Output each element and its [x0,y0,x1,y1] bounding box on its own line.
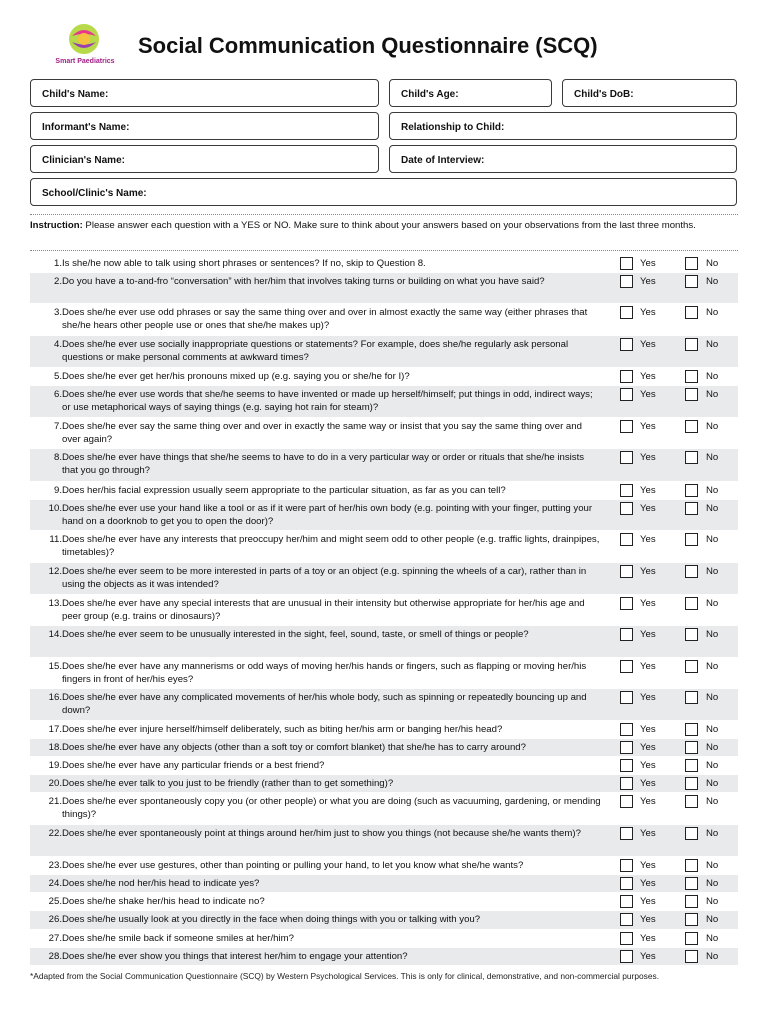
question-row [30,531,738,562]
question-row [30,930,738,947]
no-checkbox[interactable] [685,950,698,963]
no-label: No [706,258,719,269]
question-text: Does she/he ever show you things that interest her/him to engage your attention? [62,951,408,962]
no-label: No [706,933,719,944]
question-text: Does she/he ever have any objects (other than a soft toy or comfort blanket) that she/he has to carry around? [62,742,526,753]
yes-label: Yes [640,503,656,514]
yes-label: Yes [640,307,656,318]
instruction [30,219,730,232]
question-row [30,626,738,657]
divider-top [30,214,738,215]
yes-label: Yes [640,534,656,545]
yes-checkbox[interactable] [620,533,633,546]
logo-mark-icon [66,22,102,56]
yes-checkbox[interactable] [620,597,633,610]
question-text: Does she/he ever use socially inappropriate questions or statements? For example, does she/he regularly ask personal questions or make personal comments at awkward times? [62,339,569,363]
question-text: Does she/he ever use your hand like a tool or as if it were part of her/his own body (e.g. pointing with your finger, putting your hand on a doorknob to get you to open the door)? [62,503,593,527]
instruction-label: Instruction: [30,220,83,231]
question-row [30,418,738,448]
school-clinic-label: School/Clinic's Name: [42,188,147,199]
question-text: Does she/he nod her/his head to indicate yes? [62,878,260,889]
question-number: 15. [48,661,62,672]
question-text: Do you have a to-and-fro “conversation” with her/him that involves taking turns or building on what you have said? [62,276,545,287]
no-checkbox[interactable] [685,859,698,872]
yes-checkbox[interactable] [620,691,633,704]
yes-label: Yes [640,778,656,789]
question-row [30,893,738,910]
question-text: Does she/he ever spontaneously copy you (or other people) or what you are doing (such as vacuuming, gardening, or mending things)? [62,796,601,820]
no-label: No [706,914,719,925]
question-text: Is she/he now able to talk using short phrases or sentences? If no, skip to Question 8. [62,258,426,269]
question-row [30,658,738,688]
question-text: Does her/his facial expression usually seem appropriate to the particular situation, as far as you can tell? [62,485,506,496]
yes-label: Yes [640,933,656,944]
child-age-label: Child's Age: [401,89,459,100]
question-row [30,273,738,303]
relationship-field[interactable] [389,112,737,140]
question-number: 6. [53,389,62,400]
no-checkbox[interactable] [685,484,698,497]
relationship-label: Relationship to Child: [401,122,505,133]
question-row [30,563,738,594]
question-text: Does she/he ever spontaneously point at things around her/him just to show you things (not because she/he wants them)? [62,828,581,839]
clinician-name-field[interactable] [30,145,379,173]
question-row [30,255,738,272]
question-row [30,825,738,856]
yes-checkbox[interactable] [620,388,633,401]
yes-checkbox[interactable] [620,759,633,772]
question-number: 25. [48,896,62,907]
no-label: No [706,566,719,577]
question-row [30,449,738,481]
no-label: No [706,629,719,640]
yes-label: Yes [640,629,656,640]
question-text: Does she/he ever have any special interests that are unusual in their intensity but otherwise appropriate for her/his age and peer group (e.g. trains or dinosaurs)? [62,598,585,622]
no-checkbox[interactable] [685,451,698,464]
question-row [30,336,738,367]
question-row [30,875,738,892]
no-checkbox[interactable] [685,777,698,790]
yes-label: Yes [640,276,656,287]
question-text: Does she/he ever have any complicated movements of her/his whole body, such as spinning or repeatedly bouncing up and down? [62,692,587,716]
question-row [30,911,738,929]
no-label: No [706,692,719,703]
no-checkbox[interactable] [685,275,698,288]
yes-checkbox[interactable] [620,306,633,319]
child-name-label: Child's Name: [42,89,109,100]
question-row [30,500,738,530]
yes-label: Yes [640,742,656,753]
no-label: No [706,661,719,672]
question-text: Does she/he ever seem to be more interested in parts of a toy or an object (e.g. spinning the wheels of a car), rather than in using the objects as it was intended? [62,566,587,590]
question-number: 19. [48,760,62,771]
no-label: No [706,778,719,789]
clinician-name-label: Clinician's Name: [42,155,125,166]
no-checkbox[interactable] [685,795,698,808]
no-checkbox[interactable] [685,827,698,840]
question-text: Does she/he ever have things that she/he seems to have to do in a very particular way or order or rituals that she/he insists that you go through? [62,452,585,476]
yes-checkbox[interactable] [620,420,633,433]
child-age-field[interactable] [389,79,552,107]
yes-checkbox[interactable] [620,275,633,288]
yes-checkbox[interactable] [620,950,633,963]
no-checkbox[interactable] [685,932,698,945]
question-number: 9. [53,485,62,496]
no-label: No [706,421,719,432]
no-checkbox[interactable] [685,628,698,641]
yes-checkbox[interactable] [620,370,633,383]
no-label: No [706,742,719,753]
yes-checkbox[interactable] [620,484,633,497]
informant-name-label: Informant's Name: [42,122,130,133]
yes-checkbox[interactable] [620,660,633,673]
yes-label: Yes [640,661,656,672]
informant-name-field[interactable] [30,112,379,140]
question-row [30,721,738,738]
child-dob-label: Child's DoB: [574,89,634,100]
question-text: Does she/he smile back if someone smiles at her/him? [62,933,294,944]
question-number: 16. [48,692,62,703]
question-text: Does she/he ever have any mannerisms or odd ways of moving her/his hands or fingers, such as flapping or moving her/his fingers in front of her/his eyes? [62,661,587,685]
no-checkbox[interactable] [685,533,698,546]
no-checkbox[interactable] [685,660,698,673]
no-checkbox[interactable] [685,877,698,890]
yes-label: Yes [640,760,656,771]
yes-checkbox[interactable] [620,859,633,872]
yes-checkbox[interactable] [620,795,633,808]
question-row [30,775,738,792]
yes-label: Yes [640,339,656,350]
yes-checkbox[interactable] [620,565,633,578]
no-checkbox[interactable] [685,306,698,319]
yes-label: Yes [640,914,656,925]
no-label: No [706,389,719,400]
question-text: Does she/he ever say the same thing over and over in exactly the same way or insist that you say the same thing over and over again? [62,421,582,445]
no-label: No [706,534,719,545]
yes-label: Yes [640,566,656,577]
interview-date-label: Date of Interview: [401,155,485,166]
question-text: Does she/he ever get her/his pronouns mixed up (e.g. saying you or she/he for I)? [62,371,410,382]
yes-label: Yes [640,896,656,907]
no-label: No [706,371,719,382]
yes-label: Yes [640,598,656,609]
yes-checkbox[interactable] [620,502,633,515]
no-label: No [706,598,719,609]
question-number: 17. [48,724,62,735]
yes-label: Yes [640,485,656,496]
interview-date-field[interactable] [389,145,737,173]
question-number: 3. [53,307,62,318]
yes-label: Yes [640,951,656,962]
question-number: 2. [53,276,62,287]
question-row [30,948,738,965]
no-checkbox[interactable] [685,597,698,610]
no-checkbox[interactable] [685,895,698,908]
no-label: No [706,276,719,287]
no-checkbox[interactable] [685,420,698,433]
yes-label: Yes [640,878,656,889]
instruction-text: Please answer each question with a YES or NO. Make sure to think about your answers based on your observations from the last three months. [82,220,696,231]
question-number: 1. [53,258,62,269]
question-text: Does she/he ever use gestures, other than pointing or pulling your hand, to let you know what she/he wants? [62,860,524,871]
question-number: 21. [48,796,62,807]
question-text: Does she/he ever seem to be unusually interested in the sight, feel, sound, taste, or smell of things or people? [62,629,529,640]
no-label: No [706,503,719,514]
yes-label: Yes [640,692,656,703]
yes-checkbox[interactable] [620,451,633,464]
no-checkbox[interactable] [685,388,698,401]
no-checkbox[interactable] [685,338,698,351]
no-label: No [706,485,719,496]
yes-label: Yes [640,860,656,871]
question-number: 10. [48,503,62,514]
yes-label: Yes [640,452,656,463]
question-row [30,368,738,385]
page-title: Social Communication Questionnaire (SCQ) [138,33,598,58]
no-checkbox[interactable] [685,565,698,578]
question-number: 23. [48,860,62,871]
yes-checkbox[interactable] [620,777,633,790]
question-row [30,757,738,774]
yes-checkbox[interactable] [620,877,633,890]
question-number: 20. [48,778,62,789]
no-checkbox[interactable] [685,759,698,772]
no-label: No [706,796,719,807]
question-text: Does she/he ever have any interests that preoccupy her/him and might seem odd to other people (e.g. traffic lights, drainpipes, timetables)? [62,534,600,558]
child-name-field[interactable] [30,79,379,107]
yes-checkbox[interactable] [620,913,633,926]
question-number: 5. [53,371,62,382]
question-row [30,595,738,625]
question-number: 24. [48,878,62,889]
no-label: No [706,896,719,907]
question-number: 26. [48,914,62,925]
no-label: No [706,307,719,318]
no-label: No [706,760,719,771]
yes-checkbox[interactable] [620,932,633,945]
no-label: No [706,860,719,871]
yes-checkbox[interactable] [620,895,633,908]
no-label: No [706,878,719,889]
yes-checkbox[interactable] [620,741,633,754]
no-label: No [706,724,719,735]
question-number: 4. [53,339,62,350]
question-text: Does she/he ever injure herself/himself deliberately, such as biting her/his arm or banging her/his head? [62,724,503,735]
question-number: 27. [48,933,62,944]
question-number: 13. [48,598,62,609]
no-label: No [706,828,719,839]
question-number: 22. [48,828,62,839]
question-number: 14. [48,629,62,640]
yes-label: Yes [640,724,656,735]
question-row [30,857,738,874]
no-checkbox[interactable] [685,502,698,515]
question-text: Does she/he shake her/his head to indicate no? [62,896,265,907]
question-row [30,793,738,824]
yes-label: Yes [640,796,656,807]
question-number: 8. [53,452,62,463]
question-row [30,689,738,720]
question-text: Does she/he ever use words that she/he seems to have invented or made up herself/himself; put things in odd, indirect ways; or use metaphorical ways of saying things (e.g. saying hot rain for steam)? [62,389,593,413]
question-row [30,304,738,335]
no-checkbox[interactable] [685,723,698,736]
yes-checkbox[interactable] [620,257,633,270]
divider-bottom [30,250,738,251]
no-checkbox[interactable] [685,691,698,704]
yes-label: Yes [640,389,656,400]
no-label: No [706,339,719,350]
question-text: Does she/he ever use odd phrases or say the same thing over and over in almost exactly the same way (either phrases that she/he hears other people use or ones that she/he makes up)? [62,307,588,331]
logo [50,22,120,70]
question-row [30,482,738,499]
question-text: Does she/he ever talk to you just to be friendly (rather than to get something)? [62,778,394,789]
no-label: No [706,452,719,463]
school-clinic-field[interactable] [30,178,737,206]
question-text: Does she/he ever have any particular friends or a best friend? [62,760,325,771]
question-number: 28. [48,951,62,962]
question-number: 18. [48,742,62,753]
yes-label: Yes [640,828,656,839]
yes-checkbox[interactable] [620,628,633,641]
footnote: *Adapted from the Social Communication Questionnaire (SCQ) by Western Psychological Services. This is only for clinical, demonstrative, and non-commercial purposes. [30,971,660,981]
no-label: No [706,951,719,962]
question-row [30,386,738,417]
yes-label: Yes [640,258,656,269]
no-checkbox[interactable] [685,370,698,383]
yes-checkbox[interactable] [620,723,633,736]
question-number: 11. [49,534,62,545]
logo-text: Smart Paediatrics [55,58,115,65]
no-checkbox[interactable] [685,913,698,926]
yes-checkbox[interactable] [620,338,633,351]
question-number: 12. [48,566,62,577]
question-number: 7. [53,421,62,432]
no-checkbox[interactable] [685,257,698,270]
no-checkbox[interactable] [685,741,698,754]
yes-label: Yes [640,421,656,432]
yes-checkbox[interactable] [620,827,633,840]
child-dob-field[interactable] [562,79,737,107]
yes-label: Yes [640,371,656,382]
question-text: Does she/he usually look at you directly in the face when doing things with you or talking with you? [62,914,481,925]
question-row [30,739,738,756]
